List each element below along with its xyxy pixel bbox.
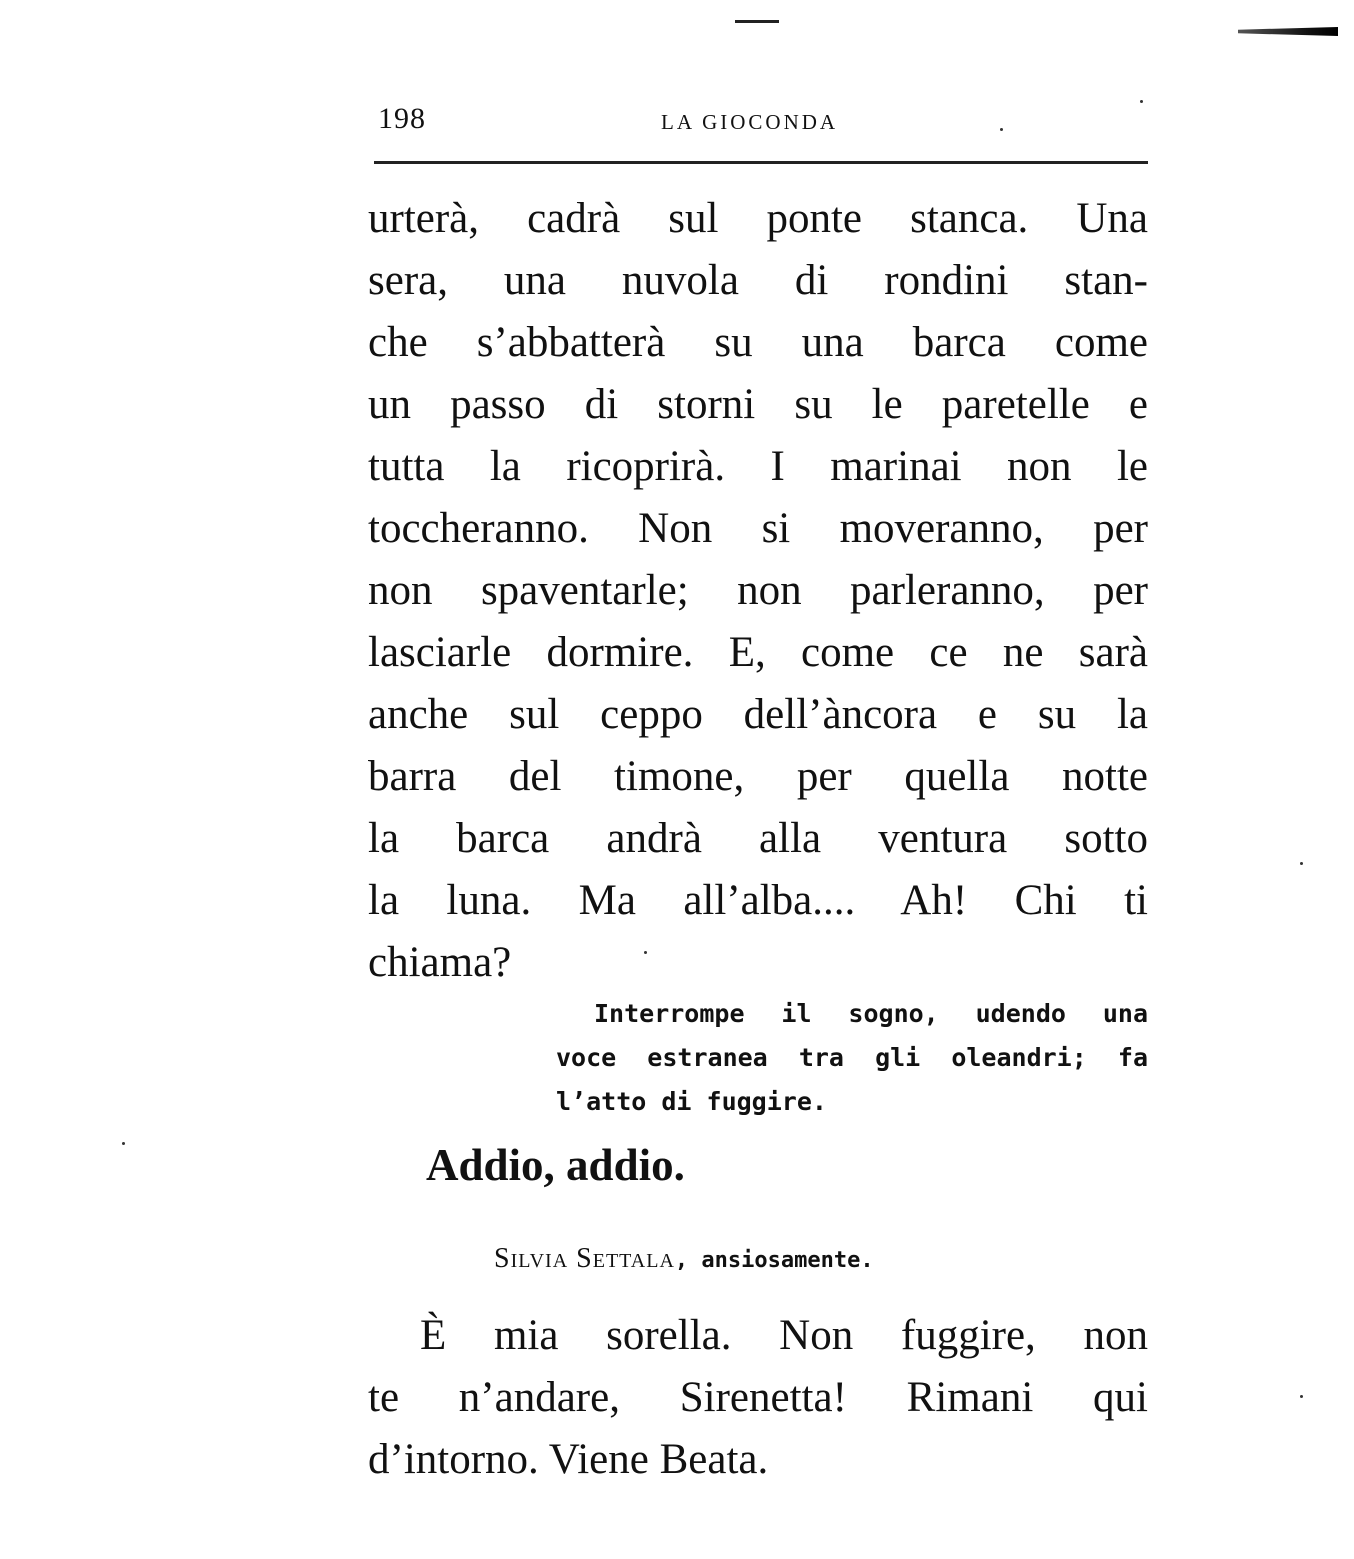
speaker-heading: [494, 1237, 874, 1283]
text-line: sera, una nuvola di rondini stan-: [368, 257, 1148, 304]
scan-speck: [1300, 862, 1303, 865]
text-line: lasciarle dormire. E, come ce ne sarà: [368, 629, 1148, 676]
scan-mark-right: [1238, 27, 1338, 36]
text-line: non spaventarle; non parleranno, per: [368, 567, 1148, 614]
exclamation-line: Addio, addio.: [426, 1140, 685, 1190]
text-line: la luna. Ma all’alba.... Ah! Chi ti: [368, 877, 1148, 924]
text-line: la barca andrà alla ventura sotto: [368, 815, 1148, 862]
text-line: un passo di storni su le paretelle e: [368, 381, 1148, 428]
text-line: tutta la ricoprirà. I marinai non le: [368, 443, 1148, 490]
scan-mark-top: [735, 20, 779, 23]
speech-line: te n’andare, Sirenetta! Rimani qui: [368, 1374, 1148, 1421]
speech-paragraph: [368, 1305, 1148, 1491]
page-header: [378, 102, 1148, 142]
text-line: anche sul ceppo dell’àncora e su la: [368, 691, 1148, 738]
stage-direction-line: Interrompe il sogno, udendo una: [594, 999, 1148, 1028]
text-line: urterà, cadrà sul ponte stanca. Una: [368, 195, 1148, 242]
speaker-manner: , ansiosamente.: [674, 1248, 874, 1273]
stage-direction-line: voce estranea tra gli oleandri; fa: [556, 1043, 1148, 1072]
text-line: che s’abbatterà su una barca come: [368, 319, 1148, 366]
scan-speck: [122, 1142, 125, 1145]
scan-speck: [1300, 1395, 1303, 1398]
text-line: chiama?: [368, 939, 512, 986]
body-paragraph: [368, 188, 1148, 994]
speaker-name: Silvia Settala: [494, 1243, 675, 1274]
page-number: 198: [378, 102, 426, 135]
text-line: barra del timone, per quella notte: [368, 753, 1148, 800]
text-line: toccheranno. Non si moveranno, per: [368, 505, 1148, 552]
speech-line: È mia sorella. Non fuggire, non: [420, 1312, 1148, 1359]
speech-line: d’intorno. Viene Beata.: [368, 1436, 769, 1483]
header-rule: [374, 161, 1148, 164]
stage-direction: [556, 992, 1148, 1124]
stage-direction-line: l’atto di fuggire.: [556, 1087, 827, 1116]
running-title: LA GIOCONDA: [661, 110, 839, 134]
